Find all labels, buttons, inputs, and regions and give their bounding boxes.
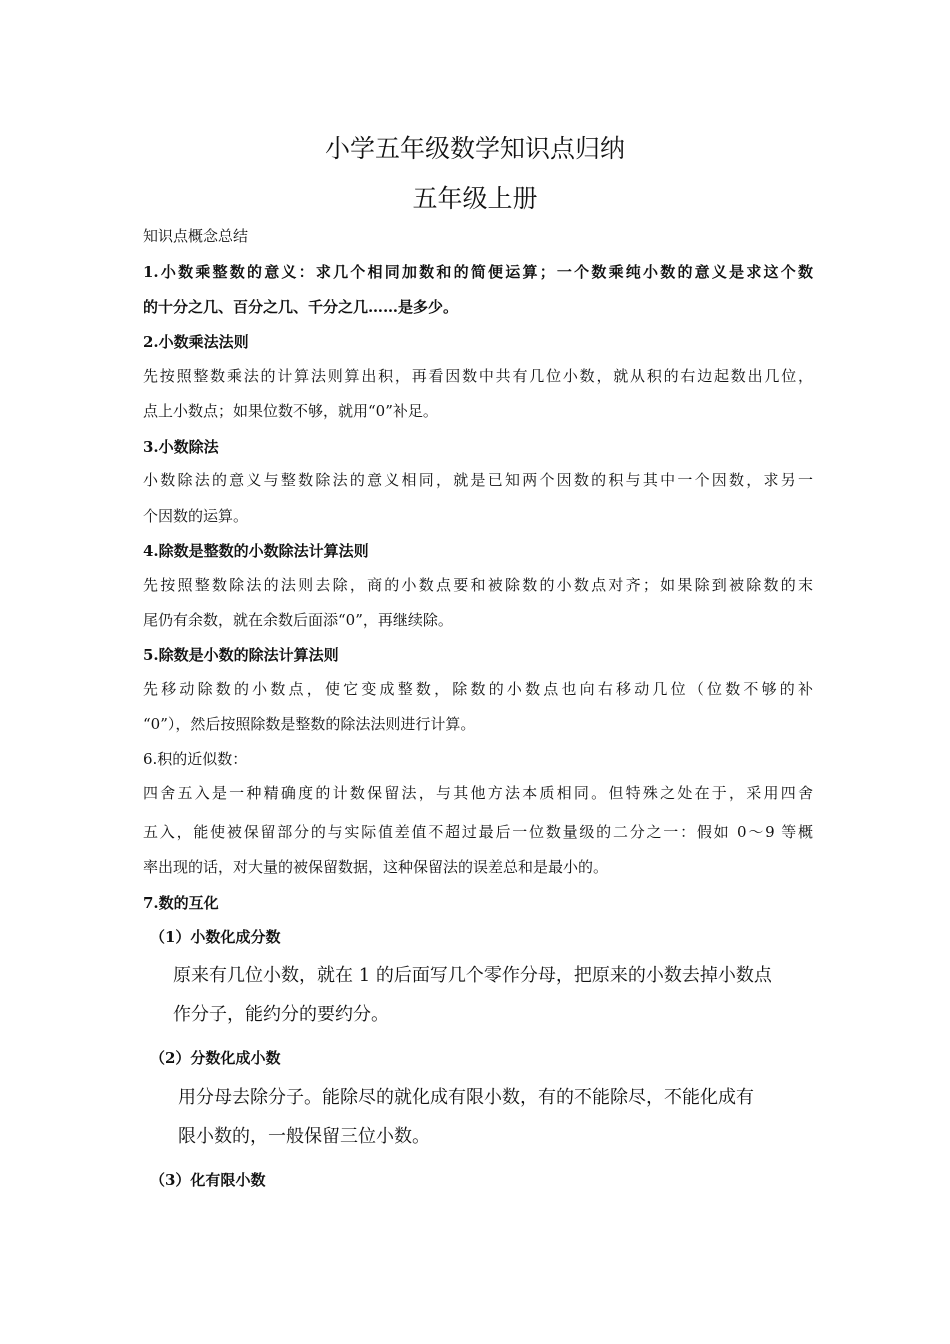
s7-2-line1: 用分母去除分子。能除尽的就化成有限小数，有的不能除尽，不能化成有 — [178, 1087, 754, 1108]
s2-line1: 先按照整数乘法的计算法则算出积，再看因数中共有几位小数，就从积的右边起数出几位， — [143, 367, 813, 385]
section-label: 知识点概念总结 — [143, 227, 249, 245]
s7-1-line2: 作分子，能约分的要约分。 — [173, 1004, 389, 1025]
s1-line1: 1.小数乘整数的意义：求几个相同加数和的简便运算；一个数乘纯小数的意义是求这个数 — [143, 263, 813, 281]
s7-heading: 7.数的互化 — [143, 894, 219, 912]
s7-2-heading: （2）分数化成小数 — [150, 1049, 281, 1067]
s6-line1: 四舍五入是一种精确度的计数保留法，与其他方法本质相同。但特殊之处在于，采用四舍 — [143, 784, 813, 802]
page-subtitle: 五年级上册 — [412, 184, 538, 213]
page-title: 小学五年级数学知识点归纳 — [324, 134, 625, 163]
s4-heading: 4.除数是整数的小数除法计算法则 — [143, 542, 369, 560]
s5-line2: “0”），然后按照除数是整数的除法法则进行计算。 — [143, 715, 476, 733]
s2-heading: 2.小数乘法法则 — [143, 333, 249, 351]
s6-heading: 6.积的近似数： — [143, 750, 248, 768]
s4-line1: 先按照整数除法的法则去除，商的小数点要和被除数的小数点对齐；如果除到被除数的末 — [143, 576, 813, 594]
s3-line1: 小数除法的意义与整数除法的意义相同，就是已知两个因数的积与其中一个因数，求另一 — [143, 471, 813, 489]
s7-1-line1: 原来有几位小数，就在 1 的后面写几个零作分母，把原来的小数去掉小数点 — [173, 965, 772, 986]
s7-1-heading: （1）小数化成分数 — [150, 928, 281, 946]
s3-heading: 3.小数除法 — [143, 438, 219, 456]
s6-line2: 五入，能使被保留部分的与实际值差值不超过最后一位数量级的二分之一：假如 0～9 等概 — [143, 823, 813, 841]
s3-line2: 个因数的运算。 — [143, 507, 249, 525]
s5-heading: 5.除数是小数的除法计算法则 — [143, 646, 339, 664]
s1-line2: 的十分之几、百分之几、千分之几……是多少。 — [143, 298, 459, 316]
s7-3-heading: （3）化有限小数 — [150, 1171, 266, 1189]
s5-line1: 先移动除数的小数点，使它变成整数，除数的小数点也向右移动几位（位数不够的补 — [143, 680, 813, 698]
s4-line2: 尾仍有余数，就在余数后面添“0”，再继续除。 — [143, 611, 453, 629]
s2-line2: 点上小数点；如果位数不够，就用“0”补足。 — [143, 402, 438, 420]
s6-line3: 率出现的话，对大量的被保留数据，这种保留法的误差总和是最小的。 — [143, 858, 609, 876]
s7-2-line2: 限小数的，一般保留三位小数。 — [178, 1126, 430, 1147]
